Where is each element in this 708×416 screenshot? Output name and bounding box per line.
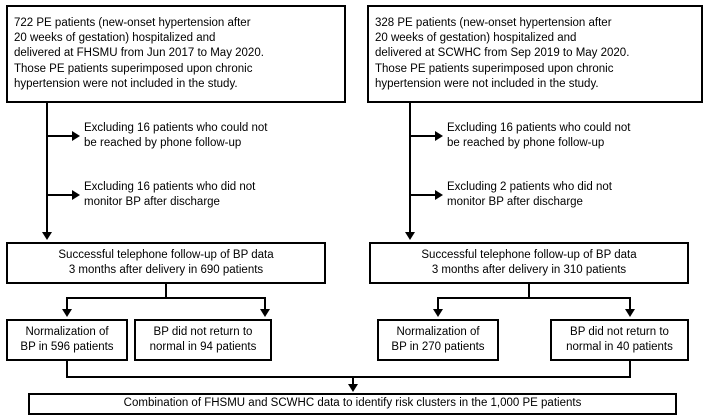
- left-split-arrow-a: [62, 309, 72, 317]
- right-split-arrow-a: [433, 309, 443, 317]
- right-main-vline: [409, 103, 411, 234]
- right-split-vline-stem: [528, 284, 530, 298]
- left-outcome-normal-line-1: Normalization of: [25, 325, 109, 338]
- left-outcome-not-normal-line-1: BP did not return to: [153, 325, 253, 338]
- right-followup-line-2: 3 months after delivery in 310 patients: [431, 264, 627, 276]
- right-source-line-1: 328 PE patients (new-onset hypertension after: [375, 17, 612, 30]
- left-exclusion1-text: [84, 120, 334, 152]
- left-exclusion2-text: [84, 179, 334, 211]
- right-exclusion1-hline: [409, 135, 437, 137]
- right-source-box: [367, 5, 703, 103]
- right-exclusion1-arrow: [435, 131, 443, 141]
- left-outcome-normal-line-2: BP in 596 patients: [20, 341, 114, 353]
- right-outcome-normal-line-2: BP in 270 patients: [391, 341, 485, 353]
- left-source-line-3: delivered at FHSMU from Jun 2017 to May 2020.: [14, 47, 264, 60]
- combined-box: [28, 393, 677, 415]
- right-exclusion1-line-1: Excluding 16 patients who could not: [447, 121, 631, 134]
- left-source-line-5: hypertension were not included in the study.: [14, 77, 238, 90]
- left-outcome-not-normal-line-2: normal in 94 patients: [149, 341, 257, 353]
- right-source-line-2: 20 weeks of gestation) hospitalized and: [375, 32, 577, 45]
- left-followup-box: [6, 242, 326, 284]
- right-source-line-4: Those PE patients superimposed upon chronic: [375, 62, 614, 75]
- right-exclusion2-line-1: Excluding 2 patients who did not: [447, 180, 612, 193]
- left-exclusion2-line-1: Excluding 16 patients who did not: [84, 180, 256, 193]
- left-source-line-2: 20 weeks of gestation) hospitalized and: [14, 32, 216, 45]
- right-split-hline: [437, 297, 631, 299]
- right-exclusion2-arrow: [435, 190, 443, 200]
- right-main-arrow: [405, 232, 415, 240]
- right-outcome-not-normal-box: [550, 319, 689, 361]
- left-source-box: [6, 5, 346, 103]
- right-exclusion1-line-2: be reached by phone follow-up: [447, 137, 605, 149]
- left-exclusion1-line-2: be reached by phone follow-up: [84, 137, 242, 149]
- left-exclusion1-line-1: Excluding 16 patients who could not: [84, 121, 268, 134]
- right-source-line-5: hypertension were not included in the study.: [375, 77, 599, 90]
- merge-vline-left: [66, 361, 68, 377]
- right-source-line-3: delivered at SCWHC from Sep 2019 to May 2020.: [375, 47, 630, 60]
- merge-hline: [66, 376, 631, 378]
- right-split-arrow-b: [625, 309, 635, 317]
- right-outcome-normal-line-1: Normalization of: [396, 325, 480, 338]
- right-outcome-normal-box: [377, 319, 499, 361]
- right-exclusion2-text: [447, 179, 697, 211]
- right-exclusion2-hline: [409, 194, 437, 196]
- left-main-arrow: [42, 232, 52, 240]
- left-split-hline: [66, 297, 266, 299]
- merge-vline-right: [629, 361, 631, 377]
- right-followup-box: [369, 242, 689, 284]
- left-outcome-normal-box: [6, 319, 128, 361]
- right-outcome-not-normal-line-2: normal in 40 patients: [566, 341, 673, 353]
- left-split-arrow-b: [260, 309, 270, 317]
- left-exclusion1-arrow: [72, 131, 80, 141]
- left-source-line-1: 722 PE patients (new-onset hypertension after: [14, 17, 251, 30]
- right-exclusion2-line-2: monitor BP after discharge: [447, 196, 583, 208]
- combined-box-line-1: Combination of FHSMU and SCWHC data to identify risk clusters in the 1,000 PE patients: [123, 397, 582, 410]
- left-exclusion2-arrow: [72, 190, 80, 200]
- left-followup-line-2: 3 months after delivery in 690 patients: [68, 264, 264, 276]
- left-outcome-not-normal-box: [134, 319, 272, 361]
- right-exclusion1-text: [447, 120, 697, 152]
- left-source-line-4: Those PE patients superimposed upon chronic: [14, 62, 253, 75]
- left-followup-line-1: Successful telephone follow-up of BP data: [58, 248, 274, 261]
- left-main-vline: [46, 103, 48, 234]
- merge-arrow: [348, 384, 358, 392]
- left-exclusion2-line-2: monitor BP after discharge: [84, 196, 220, 208]
- left-split-vline-stem: [165, 284, 167, 298]
- right-outcome-not-normal-line-1: BP did not return to: [570, 325, 669, 338]
- right-followup-line-1: Successful telephone follow-up of BP data: [421, 248, 637, 261]
- left-exclusion1-hline: [46, 135, 74, 137]
- left-exclusion2-hline: [46, 194, 74, 196]
